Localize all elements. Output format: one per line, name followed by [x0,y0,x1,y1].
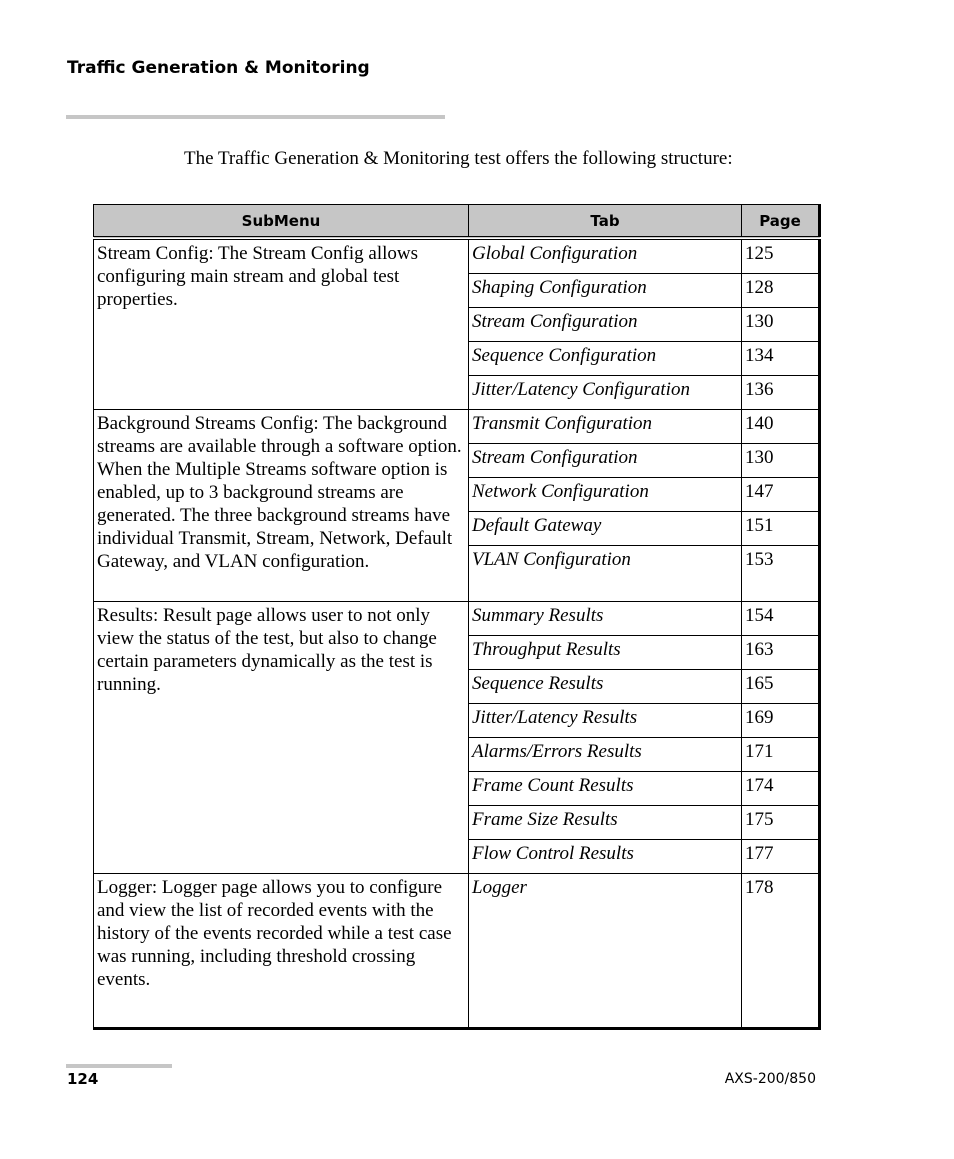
page-cell: 147 [742,478,820,512]
tab-cell: Frame Size Results [469,806,742,840]
tab-cell: Summary Results [469,602,742,636]
page-cell: 151 [742,512,820,546]
table-row [94,874,820,1029]
structure-table [93,204,821,1030]
page-cell: 134 [742,342,820,376]
tab-cell: Logger [469,874,742,1029]
tab-cell: Default Gateway [469,512,742,546]
page-cell: 165 [742,670,820,704]
table-row [94,602,820,636]
footer-rule [66,1064,172,1068]
page-cell: 136 [742,376,820,410]
document-code: AXS-200/850 [724,1071,816,1087]
page-cell: 140 [742,410,820,444]
tab-cell: Sequence Results [469,670,742,704]
tab-cell: VLAN Configuration [469,546,742,602]
submenu-cell: Background Streams Config: The background streams are available through a software option. When the Multiple Streams software option is enabled, up to 3 background streams are generated. The three background streams have individual Transmit, Stream, Network, Default Gateway, and VLAN configuration. [94,410,469,602]
table-header-row [94,205,820,239]
tab-cell: Jitter/Latency Results [469,704,742,738]
tab-cell: Global Configuration [469,238,742,274]
tab-cell: Sequence Configuration [469,342,742,376]
page-cell: 171 [742,738,820,772]
page-cell: 178 [742,874,820,1029]
tab-cell: Transmit Configuration [469,410,742,444]
page-cell: 128 [742,274,820,308]
page-cell: 169 [742,704,820,738]
tab-cell: Throughput Results [469,636,742,670]
submenu-cell: Results: Result page allows user to not only view the status of the test, but also to change certain parameters dynamically as the test is running. [94,602,469,874]
page-number: 124 [67,1070,99,1088]
table-row [94,238,820,274]
header-rule [66,115,445,119]
tab-cell: Jitter/Latency Configuration [469,376,742,410]
page-cell: 177 [742,840,820,874]
page-cell: 174 [742,772,820,806]
page-cell: 130 [742,308,820,342]
tab-cell: Stream Configuration [469,308,742,342]
page-cell: 125 [742,238,820,274]
submenu-cell: Stream Config: The Stream Config allows configuring main stream and global test properties. [94,238,469,410]
tab-cell: Shaping Configuration [469,274,742,308]
submenu-cell: Logger: Logger page allows you to configure and view the list of recorded events with the history of the events recorded while a test case was running, including threshold crossing events. [94,874,469,1029]
column-header-submenu: SubMenu [94,205,469,239]
tab-cell: Stream Configuration [469,444,742,478]
section-header-title: Traffic Generation & Monitoring [67,58,370,78]
tab-cell: Alarms/Errors Results [469,738,742,772]
tab-cell: Frame Count Results [469,772,742,806]
page-cell: 153 [742,546,820,602]
tab-cell: Flow Control Results [469,840,742,874]
intro-paragraph: The Traffic Generation & Monitoring test offers the following structure: [184,148,733,169]
table-row [94,410,820,444]
tab-cell: Network Configuration [469,478,742,512]
page-cell: 163 [742,636,820,670]
page-cell: 175 [742,806,820,840]
page-cell: 154 [742,602,820,636]
column-header-tab: Tab [469,205,742,239]
column-header-page: Page [742,205,820,239]
page-cell: 130 [742,444,820,478]
